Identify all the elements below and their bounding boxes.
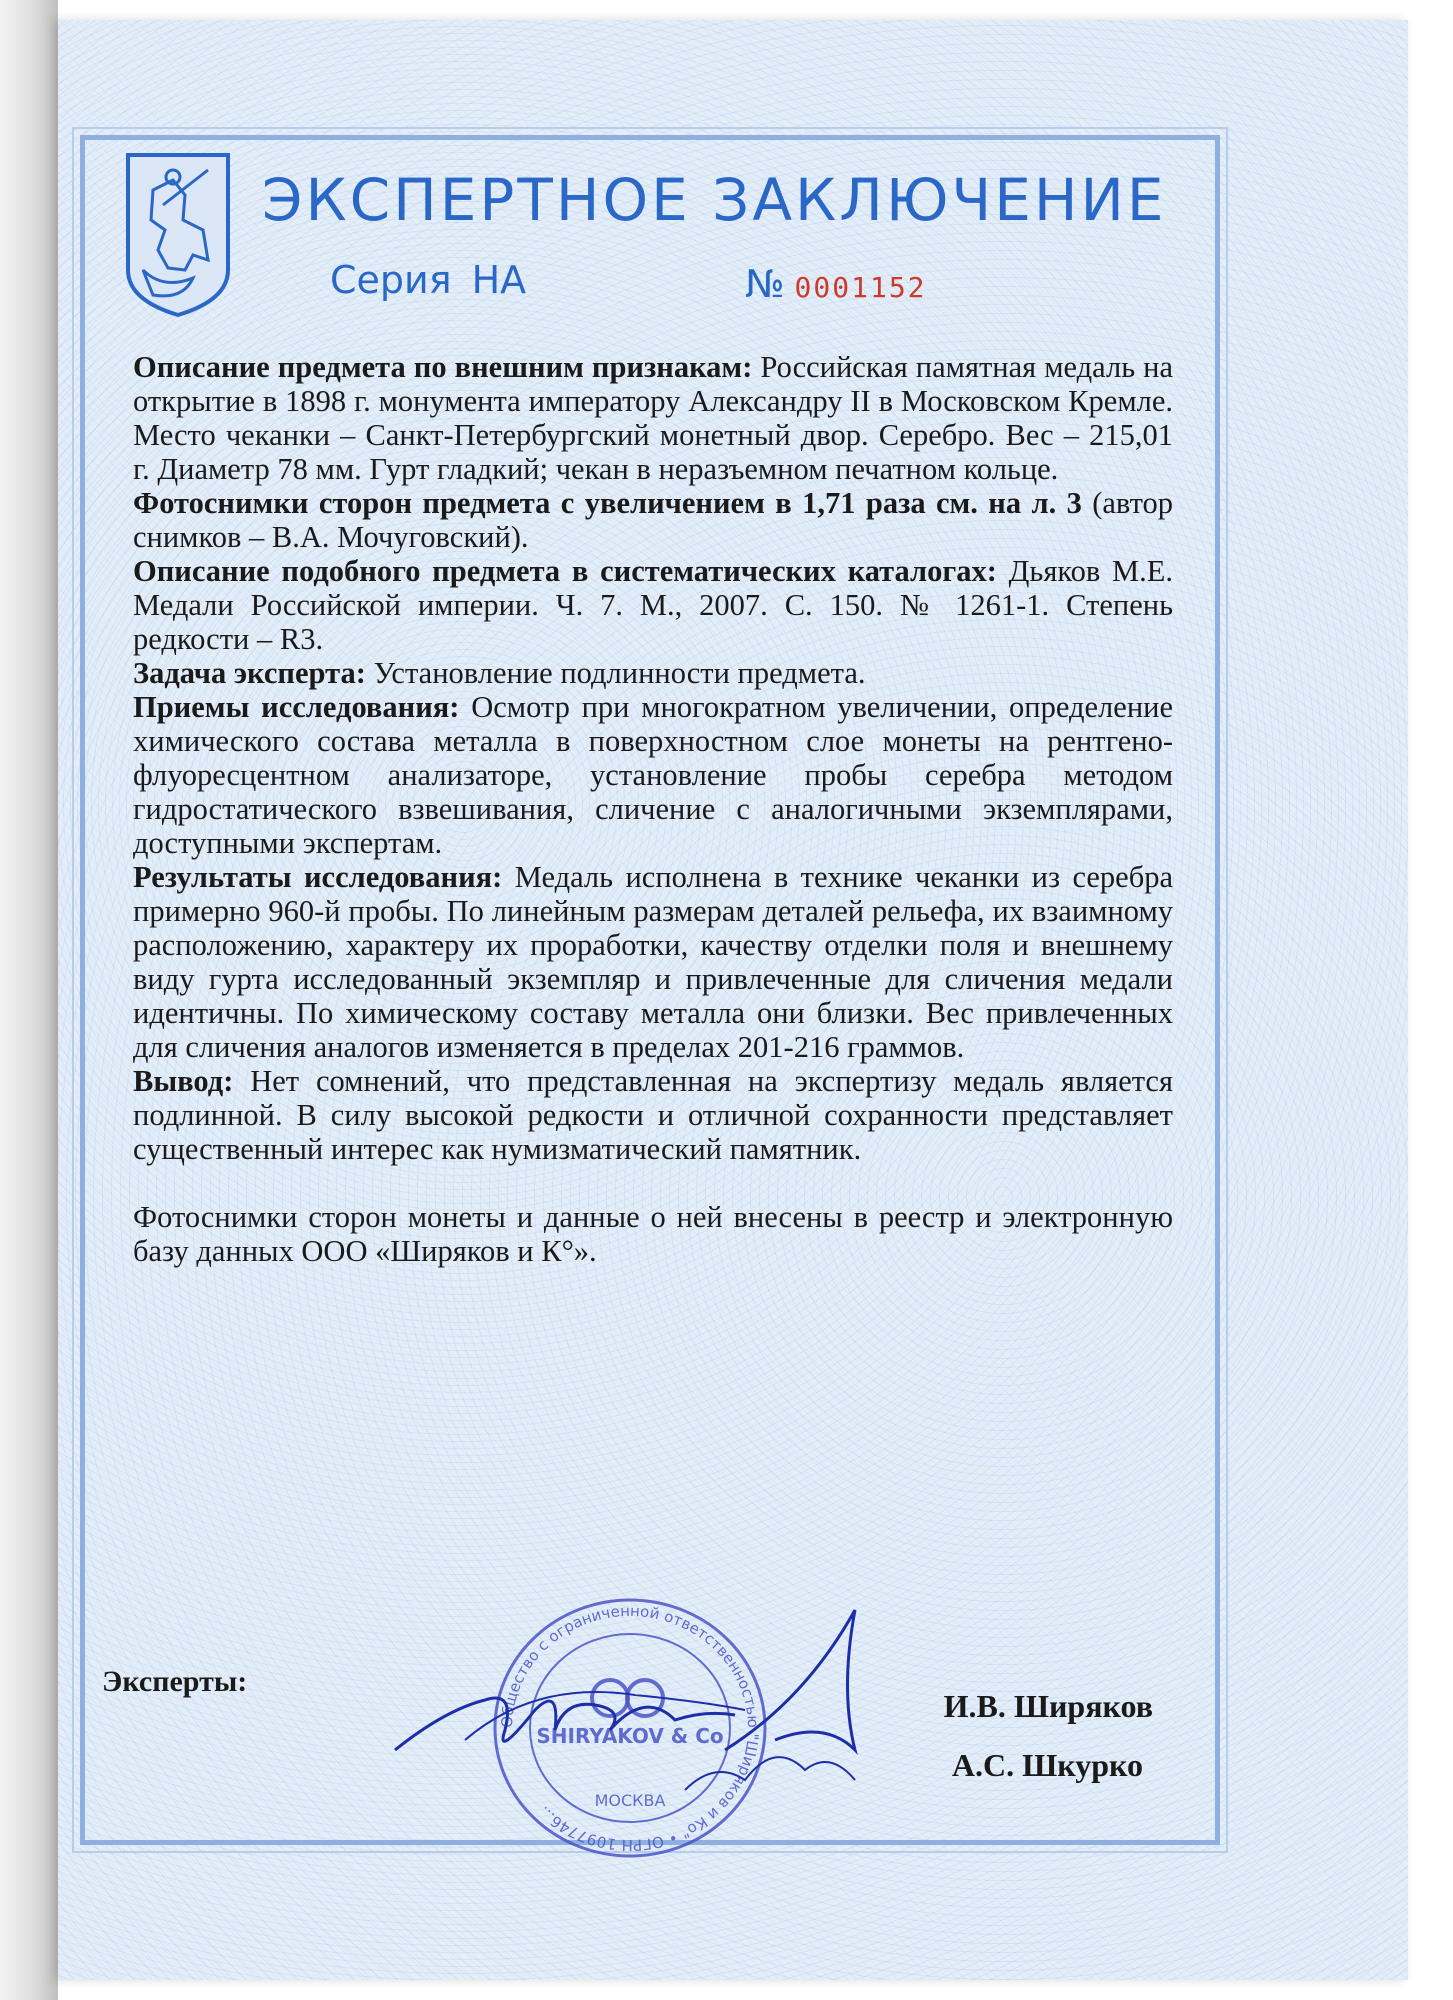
section-text: Осмотр при многократном увеличении, определение химического состава металла в поверхностном слое монеты на рентгено-флуоресцентном анализаторе, установление пробы серебра методом гидростатического взвешивания, сличение с аналогичными экземплярами, доступными экспертам.	[133, 690, 1173, 860]
seal-center-text: SHIRYAKOV & Co	[536, 1724, 724, 1748]
book-spine	[0, 0, 58, 2000]
series-line	[330, 258, 526, 302]
spacer	[133, 1166, 1173, 1200]
section-results	[133, 860, 1173, 1064]
section-label: Описание предмета по внешним признакам:	[133, 350, 753, 384]
section-label: Описание подобного предмета в систематических каталогах:	[133, 554, 997, 588]
section-task	[133, 656, 1173, 690]
section-text: (автор снимков – В.А. Мочуговский).	[133, 486, 1174, 554]
series-label: Серия	[330, 258, 452, 302]
certificate-number	[745, 262, 927, 306]
document-title: ЭКСПЕРТНОЕ ЗАКЛЮЧЕНИЕ	[262, 166, 1167, 234]
section-catalog	[133, 554, 1173, 656]
moscow-coat-of-arms-icon	[123, 150, 233, 320]
seal-city-text: МОСКВА	[594, 1791, 666, 1810]
section-label: Фотоснимки сторон предмета с увеличением в 1,71 раза см. на л. 3	[133, 486, 1082, 520]
company-seal-stamp	[480, 1588, 780, 1868]
section-label: Вывод:	[133, 1064, 234, 1098]
expert-name: А.С. Шкурко	[951, 1747, 1143, 1783]
series-value: НА	[471, 258, 527, 302]
number-sign: №	[745, 262, 785, 306]
section-label: Результаты исследования:	[133, 860, 503, 894]
section-text: Дьяков М.Е. Медали Российской империи. Ч. 7. М., 2007. С. 150. № 1261-1. Степень редкости – R3.	[133, 554, 1173, 656]
section-text: Медаль исполнена в технике чеканки из серебра примерно 960-й пробы. По линейным размерам деталей рельефа, их взаимному расположению, характеру их проработки, качеству отделки поля и внешнему виду гурта исследованный экземпляр и привлеченные для сличения медали идентичны. По химическому составу металла они близки. Вес привлеченных для сличения аналогов изменяется в пределах 201-216 граммов.	[133, 860, 1174, 1064]
expert-name: И.В. Ширяков	[943, 1688, 1153, 1724]
section-text: Российская памятная медаль на открытие в 1898 г. монумента императору Александру II в Московском Кремле. Место чеканки – Санкт-Петербургский монетный двор. Серебро. Вес – 215,01 г. Диаметр 78 мм. Гурт гладкий; чекан в неразъемном печатном кольце.	[133, 350, 1173, 486]
section-text: Установление подлинности предмета.	[365, 656, 866, 690]
section-label: Задача эксперта:	[133, 656, 366, 690]
section-description	[133, 350, 1173, 486]
seal-ring-text: Общество с ограниченной ответственностью "Ширяков и Ко" • ОГРН 1097746...	[497, 1601, 763, 1855]
registry-note: Фотоснимки сторон монеты и данные о ней внесены в реестр и электронную базу данных ООО «Ширяков и К°».	[133, 1200, 1173, 1268]
section-conclusion	[133, 1064, 1173, 1166]
section-text: Нет сомнений, что представленная на экспертизу медаль является подлинной. В силу высокой редкости и отличной сохранности представляет существенный интерес как нумизматический памятник.	[133, 1064, 1173, 1166]
section-label: Приемы исследования:	[133, 690, 460, 724]
section-methods	[133, 690, 1173, 860]
number-value: 0001152	[794, 271, 927, 304]
certificate-body	[133, 350, 1173, 1268]
section-photos	[133, 486, 1173, 554]
experts-label: Эксперты:	[102, 1665, 248, 1698]
